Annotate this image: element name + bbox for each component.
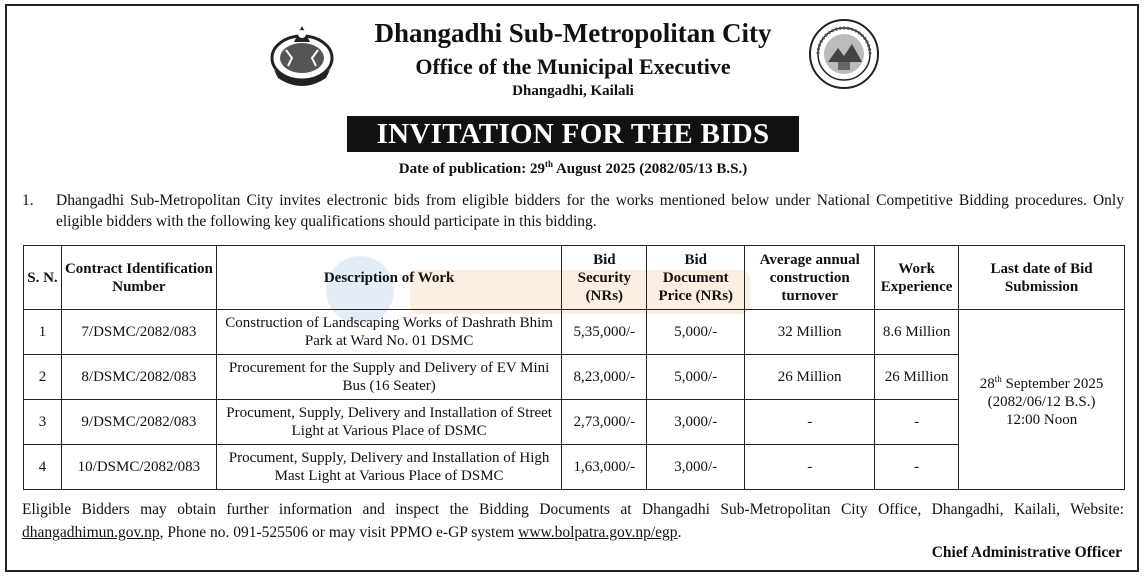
cell-sn: 2 [24, 355, 62, 400]
header-doc-price: Bid Document Price (NRs) [647, 246, 745, 310]
cell-security: 2,73,000/- [562, 400, 647, 445]
publication-date: Date of publication: 29th August 2025 (2082/05/13 B.S.) [398, 159, 748, 177]
notice-title: INVITATION FOR THE BIDS [347, 116, 799, 152]
cell-doc-price: 5,000/- [647, 310, 745, 355]
intro-paragraph [22, 190, 1124, 232]
cell-turnover: - [745, 445, 875, 490]
cell-sn: 3 [24, 400, 62, 445]
cell-contract: 8/DSMC/2082/083 [61, 355, 216, 400]
cell-contract: 7/DSMC/2082/083 [61, 310, 216, 355]
cell-turnover: 32 Million [745, 310, 875, 355]
header-contract: Contract Identification Number [61, 246, 216, 310]
table-header-row [24, 246, 1125, 310]
header-experience: Work Experience [875, 246, 959, 310]
cell-doc-price: 3,000/- [647, 400, 745, 445]
cell-description: Procument, Supply, Delivery and Installation of High Mast Light at Various Place of DSMC [216, 445, 561, 490]
cell-sn: 1 [24, 310, 62, 355]
header-security: Bid Security (NRs) [562, 246, 647, 310]
cell-contract: 9/DSMC/2082/083 [61, 400, 216, 445]
cell-contract: 10/DSMC/2082/083 [61, 445, 216, 490]
header-last-date: Last date of Bid Submission [959, 246, 1125, 310]
footer-paragraph: Eligible Bidders may obtain further information and inspect the Bidding Documents at Dhangadhi Sub-Metropolitan City Office, Dhangadhi, Kailali, Website: dhangadhimun.gov.np, Phone no. 091-525506 or may visit PPMO e-GP system www.bolpatra.gov.np/egp. [22, 501, 1124, 541]
cell-experience: - [875, 400, 959, 445]
header-description: Description of Work [216, 246, 561, 310]
bid-table [23, 245, 1125, 490]
website-link[interactable]: dhangadhimun.gov.np [22, 524, 160, 541]
cell-last-date: 28th September 2025 (2082/06/12 B.S.) 12:00 Noon [959, 310, 1125, 490]
cell-experience: 26 Million [875, 355, 959, 400]
cell-sn: 4 [24, 445, 62, 490]
cell-description: Procurement for the Supply and Delivery of EV Mini Bus (16 Seater) [216, 355, 561, 400]
table-row [24, 310, 1125, 355]
cell-doc-price: 5,000/- [647, 355, 745, 400]
intro-number: 1. [22, 192, 34, 209]
cell-experience: - [875, 445, 959, 490]
cell-description: Construction of Landscaping Works of Dashrath Bhim Park at Ward No. 01 DSMC [216, 310, 561, 355]
header-turnover: Average annual construction turnover [745, 246, 875, 310]
cell-turnover: 26 Million [745, 355, 875, 400]
cell-security: 1,63,000/- [562, 445, 647, 490]
cell-turnover: - [745, 400, 875, 445]
office-name: Office of the Municipal Executive [415, 54, 731, 79]
org-name: Dhangadhi Sub-Metropolitan City [374, 18, 772, 48]
header-sn: S. N. [24, 246, 62, 310]
egp-link[interactable]: www.bolpatra.gov.np/egp [518, 524, 678, 541]
cell-description: Procument, Supply, Delivery and Installation of Street Light at Various Place of DSMC [216, 400, 561, 445]
office-location: Dhangadhi, Kailali [512, 83, 634, 99]
cell-security: 5,35,000/- [562, 310, 647, 355]
cell-experience: 8.6 Million [875, 310, 959, 355]
cell-doc-price: 3,000/- [647, 445, 745, 490]
intro-text: Dhangadhi Sub-Metropolitan City invites electronic bids from eligible bidders for the works mentioned below under National Competitive Bidding procedures. Only eligible bidders with the following key qualifications should participate in this bidding. [56, 192, 1124, 230]
signatory: Chief Administrative Officer [931, 544, 1122, 561]
cell-security: 8,23,000/- [562, 355, 647, 400]
